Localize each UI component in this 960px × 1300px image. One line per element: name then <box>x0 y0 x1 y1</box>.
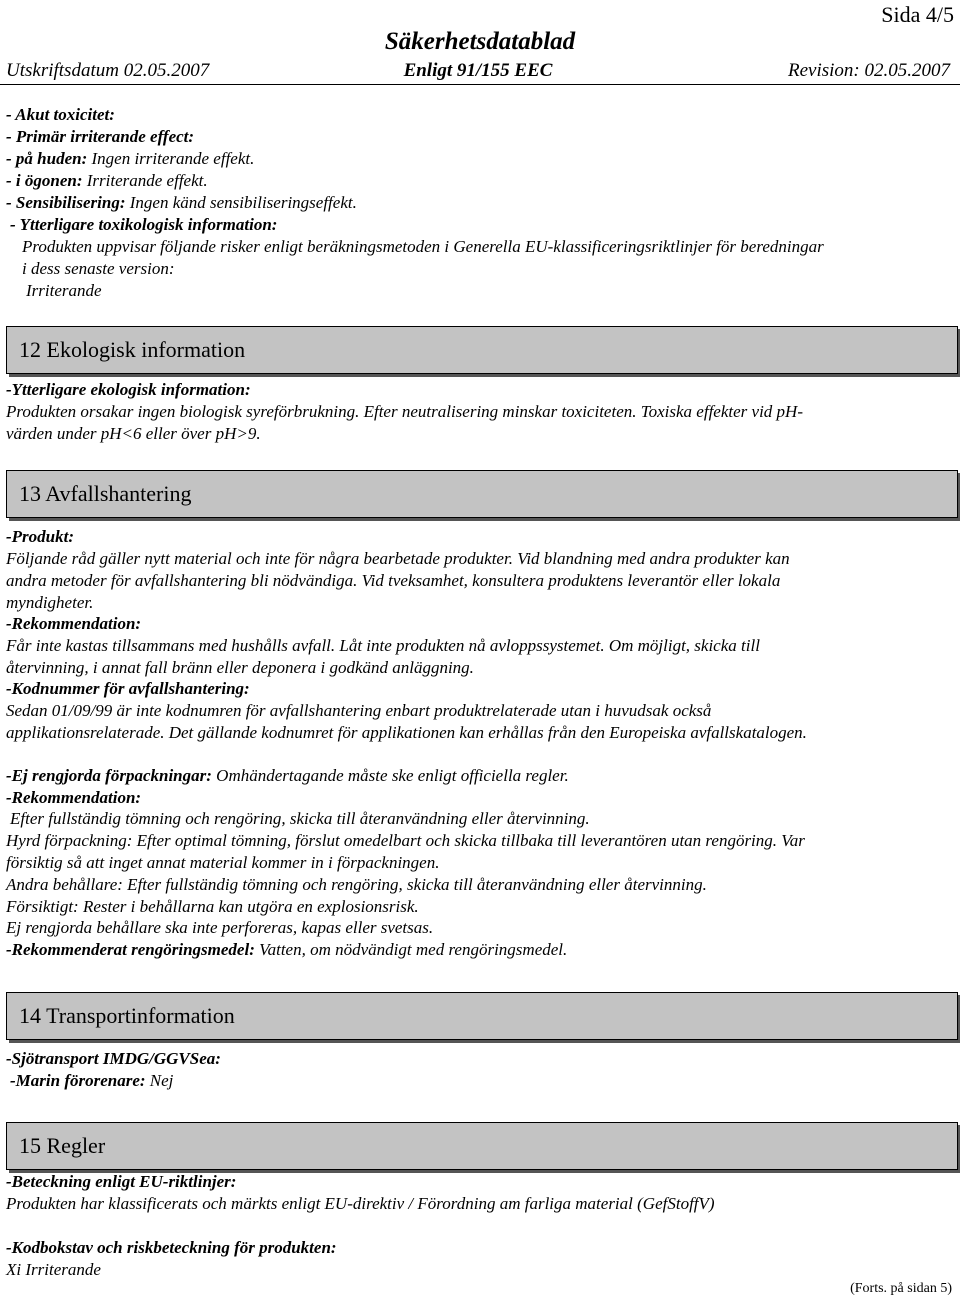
section-15-title: 15 Regler <box>19 1133 106 1158</box>
section-12-header <box>6 326 958 374</box>
tox-further-text-1: Produkten uppvisar följande risker enligt beräkningsmetoden i Generella EU-klassificeringsriktlinjer för beredningar <box>22 237 824 256</box>
s13-pack-text-6: Ej rengjorda behållare ska inte perforeras, kapas eller svetsas. <box>6 918 434 937</box>
s14-marine-value: Nej <box>145 1071 174 1090</box>
s13-code-label: -Kodnummer för avfallshantering: <box>6 679 250 698</box>
s13-recommendation-text-2: återvinning, i annat fall bränn eller deponera i godkänd anläggning. <box>6 658 474 677</box>
s13-pack-text-2: Hyrd förpackning: Efter optimal tömning, förslut omedelbart och skicka tillbaka till leverantören utan rengöring. Var <box>6 831 805 850</box>
document-title: Säkerhetsdatablad <box>384 28 576 55</box>
tox-skin-label: - på huden: <box>6 149 88 168</box>
s15-eu-label: -Beteckning enligt EU-riktlinjer: <box>6 1172 237 1191</box>
s12-text-2: värden under pH<6 eller över pH>9. <box>6 424 261 443</box>
s13-code-text-2: applikationsrelaterade. Det gällande kodnumret för applikationen kan erhållas från den Europeiska avfallskatalogen. <box>6 723 807 742</box>
tox-eyes-label: - i ögonen: <box>6 171 83 190</box>
tox-acute-label: - Akut toxicitet: <box>6 105 115 124</box>
s15-code-label: -Kodbokstav och riskbeteckning för produkten: <box>6 1238 337 1257</box>
revision-date: Revision: 02.05.2007 <box>787 60 950 81</box>
s13-cleaning-label: -Rekommenderat rengöringsmedel: <box>6 940 255 959</box>
s15-eu-text: Produkten har klassificerats och märkts enligt EU-direktiv / Förordning am farliga material (GefStoffV) <box>6 1194 715 1213</box>
s12-text-1: Produkten orsakar ingen biologisk syreförbrukning. Efter neutralisering minskar toxiciteten. Toxiska effekter vid pH- <box>6 402 803 421</box>
s13-uncleaned-text: Omhändertagande måste ske enligt officiella regler. <box>211 766 569 785</box>
s13-product-label: -Produkt: <box>6 527 74 546</box>
tox-sens-text: Ingen känd sensibiliseringseffekt. <box>125 193 357 212</box>
tox-classification: Irriterande <box>26 281 102 300</box>
tox-sens-line <box>6 192 357 214</box>
s13-product-text-2: andra metoder för avfallshantering bli nödvändiga. Vid tveksamhet, konsultera produktens leverantör eller lokala <box>6 571 781 590</box>
continued-note: (Forts. på sidan 5) <box>850 1281 952 1296</box>
page-number: Sida 4/5 <box>881 2 954 27</box>
header-divider <box>0 84 960 85</box>
s13-recommendation-text-1: Får inte kastas tillsammans med hushålls avfall. Låt inte produkten nå avloppssystemet. Om möjligt, skicka till <box>6 636 760 655</box>
tox-skin-line <box>6 148 254 170</box>
tox-eyes-line <box>6 170 208 192</box>
s13-uncleaned-line <box>6 765 569 787</box>
s13-pack-text-5: Försiktigt: Rester i behållarna kan utgöra en explosionsrisk. <box>6 897 419 916</box>
section-13-header <box>6 470 958 518</box>
section-14-title: 14 Transportinformation <box>19 1003 235 1028</box>
tox-sens-label: - Sensibilisering: <box>6 193 126 212</box>
section-13-title: 13 Avfallshantering <box>19 481 192 506</box>
s13-pack-text-1: Efter fullständig tömning och rengöring, skicka till återanvändning eller återvinning. <box>10 809 590 828</box>
tox-primary-label: - Primär irriterande effect: <box>6 127 195 146</box>
s14-marine-label: -Marin förorenare: <box>10 1071 146 1090</box>
s13-pack-text-4: Andra behållare: Efter fullständig tömning och rengöring, skicka till återanvändning eller återvinning. <box>6 875 707 894</box>
header-meta-row <box>6 60 950 82</box>
s13-uncleaned-label: -Ej rengjorda förpackningar: <box>6 766 212 785</box>
print-date: Utskriftsdatum 02.05.2007 <box>6 60 210 81</box>
s14-marine-line <box>10 1070 173 1092</box>
s13-recommendation-label: -Rekommendation: <box>6 614 142 633</box>
s13-product-text-3: myndigheter. <box>6 593 94 612</box>
tox-skin-text: Ingen irriterande effekt. <box>87 149 255 168</box>
s13-cleaning-text: Vatten, om nödvändigt med rengöringsmedel. <box>254 940 568 959</box>
s13-cleaning-line <box>6 939 567 961</box>
regulation: Enligt 91/155 EEC <box>403 60 553 81</box>
section-12-title: 12 Ekologisk information <box>19 337 246 362</box>
s15-code-text: Xi Irriterande <box>6 1260 101 1279</box>
s14-sea-label: -Sjötransport IMDG/GGVSea: <box>6 1049 221 1068</box>
section-15-header <box>6 1122 958 1170</box>
tox-further-text-2: i dess senaste version: <box>22 259 175 278</box>
s13-code-text-1: Sedan 01/09/99 är inte kodnumren för avfallshantering enbart produktrelaterade utan i huvudsak också <box>6 701 712 720</box>
s13-product-text-1: Följande råd gäller nytt material och inte för några bearbetade produkter. Vid blandning med andra produkter kan <box>6 549 790 568</box>
s12-label: -Ytterligare ekologisk information: <box>6 380 251 399</box>
section-14-header <box>6 992 958 1040</box>
s13-pack-text-3: försiktig så att inget annat material kommer in i förpackningen. <box>6 853 440 872</box>
s13-recommendation2-label: -Rekommendation: <box>6 788 142 807</box>
tox-further-label: - Ytterligare toxikologisk information: <box>10 215 278 234</box>
tox-eyes-text: Irriterande effekt. <box>82 171 208 190</box>
